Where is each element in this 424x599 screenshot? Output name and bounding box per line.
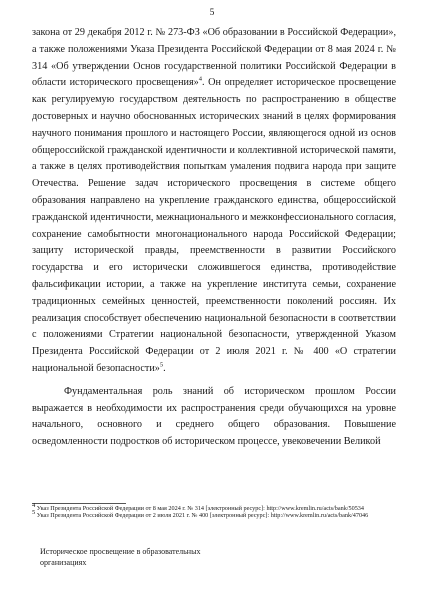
paragraph-1-text-c: . [163, 362, 166, 374]
footnote-5-text: Указ Президента Российской Федерации от 2 июля 2021 г. № 400 [электронный ресурс]: http://www.kremlin.ru/acts/bank/47046 [35, 512, 369, 520]
footnote-5 [32, 509, 396, 520]
page-footer [40, 547, 240, 568]
footnote-ref-4: 4 [198, 76, 203, 83]
paragraph-1-text-a: закона от 29 декабря 2012 г. № 273-ФЗ «Об образовании в Российской Федерации», а также положениями Указа Президента Российской Федерации от 8 мая 2024 г. № 314 «Об утверждении Основ государственной политики Российской Федерации в области исторического просвещения» [32, 27, 396, 89]
footnotes [32, 501, 396, 520]
paragraph-2: Фундаментальная роль знаний об историческом прошлом России выражается в необходимости их распространения среди обучающихся на уровне начального, основного и среднего общего образования. Повышение осведомленности подростков об историческом процессе, увековечении Великой [32, 385, 396, 448]
page-number: 5 [209, 8, 215, 18]
footnote-mark-4: 4 [32, 501, 36, 509]
footnote-mark-5: 5 [32, 509, 36, 517]
body-text [32, 25, 396, 451]
paragraph-1 [32, 25, 396, 378]
paragraph-1-text-b: . Он определяет историческое просвещение как регулируемую государством деятельность по распространению в обществе достоверных и научно обоснованных исторических знаний в целях формирования научного понимания прошлого и настоящего России, являющегося одной из основ общероссийской гражданской идентичности и коллективной исторической памяти, а также в целях противодействия попыткам умаления подвига народа при защите Отечества. Решение задач исторического просвещения в системе общего образования направлено на укрепление гражданского единства, общероссийской гражданской идентичности, межнационального и межконфессионального согласия, сохранение самобытности многонационального народа Российской Федерации; защиту исторической правды, преемственности в развитии Российского государства и его исторически сложившегося единства, противодействие фальсификации истории, а также на укрепление института семьи, сохранение традиционных семейных ценностей, преемственности поколений россиян. Их реализация способствует обеспечению национальной безопасности в соответствии с положениями Стратегии национальной безопасности, утвержденной Указом Президента Российской Федерации от 2 июля 2021 г. № 400 «О стратегии национальной безопасности» [32, 77, 396, 374]
footnote-4-text: Указ Президента Российской Федерации от 8 мая 2024 г. № 314 [электронный ресурс]: http://www.kremlin.ru/acts/bank/50534 [35, 505, 364, 512]
footer-line-2: организациях [40, 557, 87, 567]
footnote-separator [32, 503, 126, 504]
footnote-ref-5: 5 [159, 361, 164, 369]
footer-line-1: Историческое просвещение в образовательных [40, 547, 201, 556]
